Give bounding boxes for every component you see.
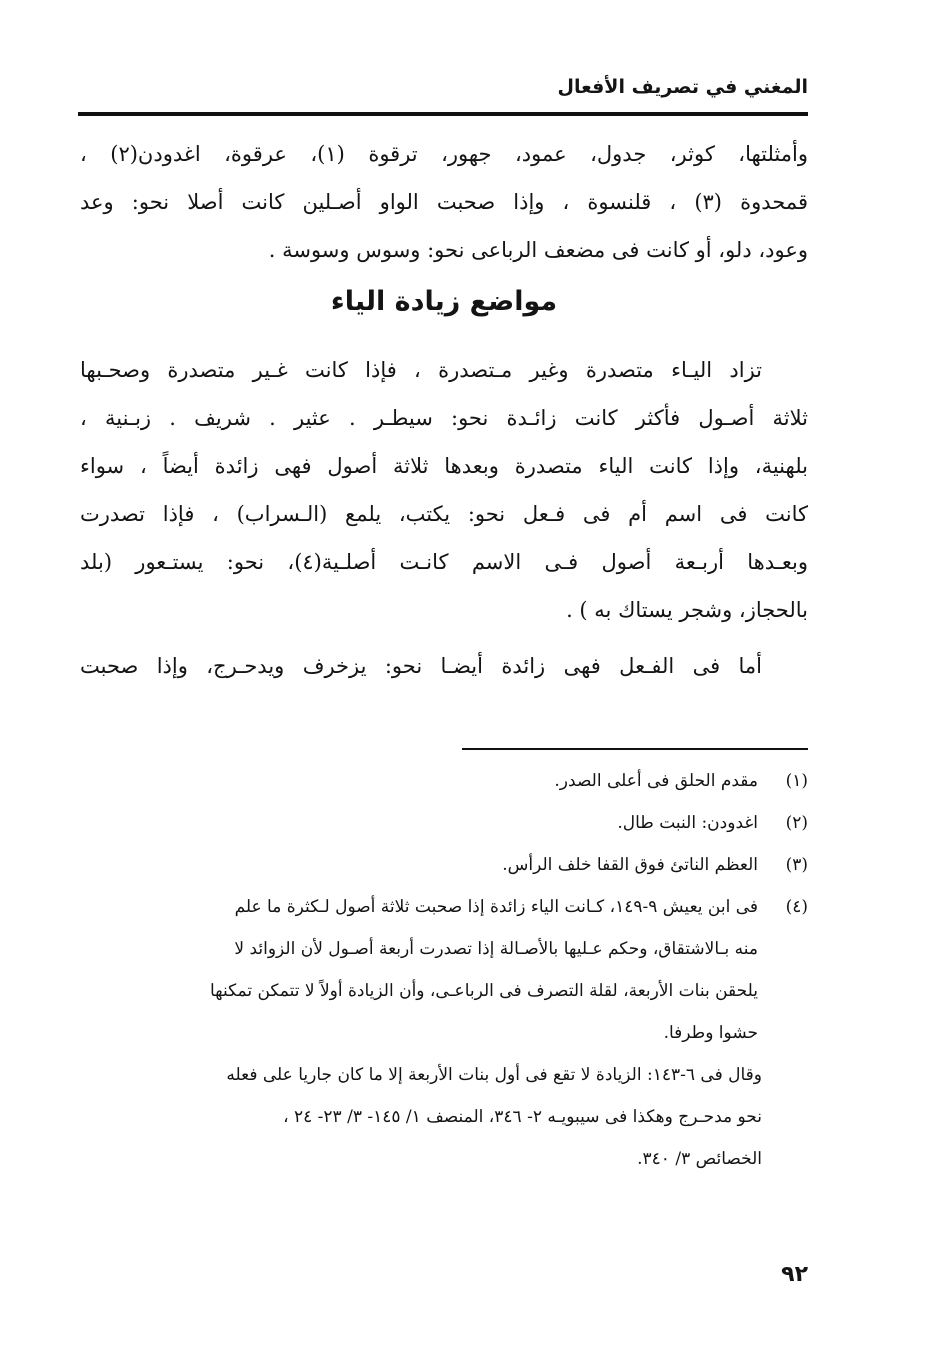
footnote-4: [80, 886, 808, 928]
text-line: تزاد اليـاء متصدرة وغير مـتصدرة ، فإذا كانت غـير متصدرة وصحـبها: [80, 358, 762, 382]
text-line: بالحجاز، وشجر يستاك به ) .: [566, 598, 808, 622]
page-number: ٩٢: [781, 1262, 808, 1287]
section-heading: مواضع زيادة الياء: [330, 286, 558, 317]
text-line: أما فى الفـعل فهى زائدة أيضـا نحو: يزخرف ويدحـرج، وإذا صحبت: [80, 654, 762, 678]
text-line: وبعـدها أربـعة أصول فـى الاسم كانـت أصلـية(٤)، نحو: يستـعور (بلد: [80, 550, 808, 574]
footnote-text-line: الخصائص ٣/ ٣٤٠.: [637, 1149, 762, 1169]
paragraph-2: [80, 346, 808, 634]
footnote-1: [80, 760, 808, 802]
footnote-number: (١): [785, 771, 808, 791]
paragraph-3: [80, 642, 808, 690]
header-rule: [78, 112, 808, 116]
text-line: وأمثلتها، كوثر، جدول، عمود، جهور، ترقوة (١)، عرقوة، اغدودن(٢) ،: [80, 142, 808, 166]
running-title: المغني في تصريف الأفعال: [557, 76, 808, 98]
text-line: ثلاثة أصـول فأكثر كانت زائـدة نحو: سيطـر . عثير . شريف . زبـنية ،: [80, 406, 808, 430]
footnote-text-line: يلحقن بنات الأربعة، لقلة التصرف فى الرباعـى، وأن الزيادة أولاً لا تتمكن تمكنها: [209, 981, 758, 1001]
footnote-text: العظم الناتئ فوق القفا خلف الرأس.: [502, 855, 758, 875]
footnote-text-line: منه بـالاشتقاق، وحكم عـليها بالأصـالة إذا تصدرت أربعة أصـول لأن الزوائد لا: [234, 939, 758, 959]
footnote-text: اغدودن: النبت طال.: [617, 813, 758, 833]
footnote-rule: [462, 748, 808, 750]
footnote-2: [80, 802, 808, 844]
text-line: وعود، دلو، أو كانت فى مضعف الرباعى نحو: وسوس وسوسة .: [268, 238, 808, 262]
footnote-text: فى ابن يعيش ٩-١٤٩، كـانت الياء زائدة إذا صحبت ثلاثة أصول لـكثرة ما علم: [234, 897, 758, 917]
footnote-text-line: حشوا وطرفا.: [663, 1023, 758, 1043]
text-line: كانت فى اسم أم فى فـعل نحو: يكتب، يلمع (الـسراب) ، فإذا تصدرت: [80, 502, 808, 526]
text-line: قمحدوة (٣) ، قلنسوة ، وإذا صحبت الواو أصـلين كانت أصلا نحو: وعد: [80, 190, 808, 214]
footnote-number: (٤): [785, 897, 808, 917]
footnote-number: (٢): [785, 813, 808, 833]
text-line: بلهنية، وإذا كانت الياء متصدرة وبعدها ثلاثة أصول فهى زائدة أيضاً ، سواء: [80, 454, 808, 478]
footnotes: [80, 760, 808, 1180]
footnote-number: (٣): [785, 855, 808, 875]
footnote-text: مقدم الحلق فى أعلى الصدر.: [554, 771, 758, 791]
footnote-3: [80, 844, 808, 886]
paragraph-1: [80, 130, 808, 274]
footnote-text-line: نحو مدحـرج وهكذا فى سيبويـه ٢- ٣٤٦، المنصف ١/ ١٤٥- ٣/ ٢٣- ٢٤ ،: [283, 1107, 762, 1127]
footnote-text-line: وقال فى ٦-١٤٣: الزيادة لا تقع فى أول بنات الأربعة إلا ما كان جاريا على فعله: [226, 1065, 762, 1085]
